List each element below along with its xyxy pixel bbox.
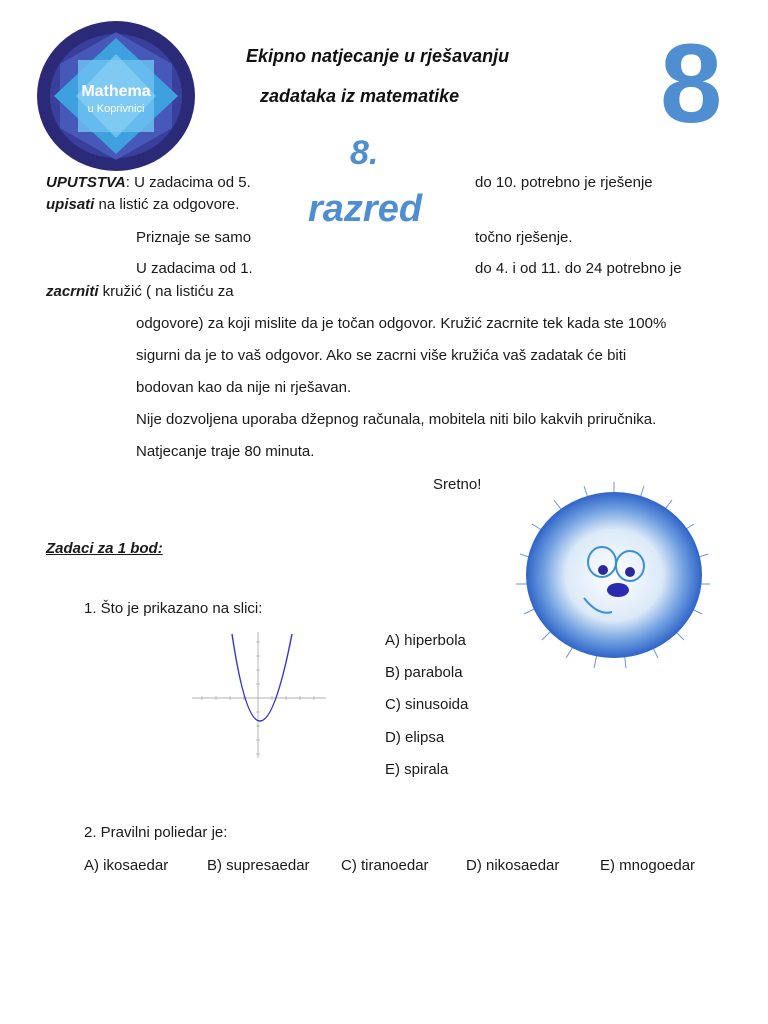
- q2-option-d[interactable]: D) nikosaedar: [466, 857, 560, 874]
- q2-option-e[interactable]: E) mnogoedar: [600, 857, 696, 874]
- instructions-l1-a: : U zadacima od 5.: [125, 174, 251, 191]
- instructions-line-2: [46, 196, 239, 213]
- section-heading: Zadaci za 1 bod:: [46, 540, 163, 557]
- q1-text: 1. Što je prikazano na slici:: [84, 600, 263, 617]
- logo-text-line2: u Koprivnici: [87, 103, 145, 115]
- instructions-l2-rest: na listić za odgovore.: [94, 196, 240, 213]
- parabola-graph-icon: [190, 630, 330, 760]
- q2-option-c[interactable]: C) tiranoedar: [341, 857, 429, 874]
- q1-option-d[interactable]: D) elipsa: [385, 729, 445, 746]
- instructions-l9: Nije dozvoljena uporaba džepnog računala, mobitela niti bilo kakvih priručnika.: [136, 411, 657, 428]
- big-grade-number: 8: [660, 21, 723, 146]
- title-line-2: zadataka iz matematike: [260, 86, 460, 106]
- instructions-l2-bold: upisati: [46, 196, 95, 213]
- instructions-l8: bodovan kao da nije ni rješavan.: [136, 379, 352, 396]
- q2-option-b[interactable]: B) supresaedar: [207, 857, 310, 874]
- instructions-line-1: [46, 174, 251, 191]
- instructions-l6: odgovore) za koji mislite da je točan odgovor. Kružić zacrnite tek kada ste 100%: [136, 315, 667, 332]
- instructions-l4-b: do 4. i od 11. do 24 potrebno je: [475, 260, 682, 277]
- q1-option-e[interactable]: E) spirala: [385, 761, 449, 778]
- parabola-graph: [190, 630, 330, 760]
- instructions-l5-rest: kružić ( na listiću za: [98, 283, 234, 300]
- instructions-l4-a: U zadacima od 1.: [136, 260, 253, 277]
- grade-number: 8.: [350, 134, 379, 172]
- good-luck: Sretno!: [433, 476, 482, 493]
- instructions-l3-b: točno rješenje.: [475, 229, 573, 246]
- logo-emblem-icon: [36, 20, 196, 172]
- instructions-l7: sigurni da je to vaš odgovor. Ako se zacrni više kružića vaš zadatak će biti: [136, 347, 627, 364]
- grade-word: razred: [308, 188, 423, 230]
- q1-option-a[interactable]: A) hiperbola: [385, 632, 466, 649]
- fuzzy-smiley-icon: [514, 480, 714, 670]
- instructions-line-5: [46, 283, 234, 300]
- q1-option-c[interactable]: C) sinusoida: [385, 696, 469, 713]
- fuzzy-mascot: [514, 480, 714, 670]
- logo-text-line1: Mathema: [81, 83, 151, 100]
- instructions-l10: Natjecanje traje 80 minuta.: [136, 443, 315, 460]
- title-line-1: Ekipno natjecanje u rješavanju: [246, 46, 510, 66]
- q1-option-b[interactable]: B) parabola: [385, 664, 463, 681]
- instructions-l3-a: Priznaje se samo: [136, 229, 252, 246]
- logo: [36, 20, 196, 172]
- instructions-l1-b: do 10. potrebno je rješenje: [475, 174, 653, 191]
- q2-option-a[interactable]: A) ikosaedar: [84, 857, 169, 874]
- instructions-label: UPUTSTVA: [46, 174, 126, 191]
- q2-text: 2. Pravilni poliedar je:: [84, 824, 228, 841]
- instructions-l5-bold: zacrniti: [46, 283, 99, 300]
